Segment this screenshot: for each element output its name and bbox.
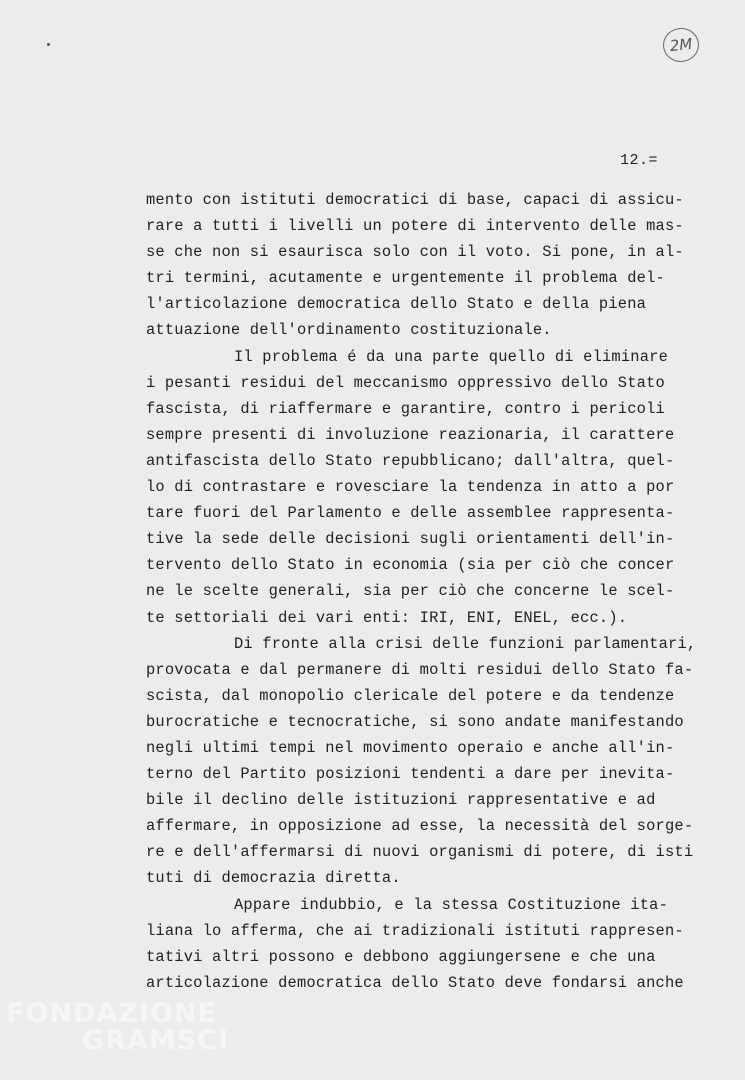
archive-stamp: 2M xyxy=(661,26,700,64)
text-line: tive la sede delle decisioni sugli orientamenti dell'in- xyxy=(146,530,675,549)
text-line: rare a tutti i livelli un potere di intervento delle mas- xyxy=(146,217,684,236)
text-line: tativi altri possono e debbono aggiungersene e che una xyxy=(146,947,656,966)
text-line: re e dell'affermarsi di nuovi organismi di potere, di isti xyxy=(146,843,694,862)
text-line: tri termini, acutamente e urgentemente il problema del- xyxy=(146,269,665,288)
text-line: scista, dal monopolio clericale del potere e da tendenze xyxy=(146,686,675,705)
text-line: negli ultimi tempi nel movimento operaio e anche all'in- xyxy=(146,738,675,757)
text-line: attuazione dell'ordinamento costituzionale. xyxy=(146,321,552,340)
text-line: tervento dello Stato in economia (sia per ciò che concer xyxy=(146,556,675,575)
text-line: Appare indubbio, e la stessa Costituzione ita- xyxy=(234,895,669,914)
ink-dot xyxy=(47,43,50,46)
text-line: tuti di democrazia diretta. xyxy=(146,869,401,888)
text-line: provocata e dal permanere di molti residui dello Stato fa- xyxy=(146,660,694,679)
body-text xyxy=(146,187,697,996)
text-line: articolazione democratica dello Stato deve fondarsi anche xyxy=(146,973,684,992)
text-line: i pesanti residui del meccanismo oppressivo dello Stato xyxy=(146,373,665,392)
text-line: antifascista dello Stato repubblicano; dall'altra, quel- xyxy=(146,451,675,470)
text-line: liana lo afferma, che ai tradizionali istituti rappresen- xyxy=(146,921,684,940)
text-line: bile il declino delle istituzioni rappresentative e ad xyxy=(146,791,656,810)
text-line: ne le scelte generali, sia per ciò che concerne le scel- xyxy=(146,582,675,601)
watermark-line-1: FONDAZIONE xyxy=(6,998,217,1029)
text-line: Il problema é da una parte quello di eliminare xyxy=(234,347,669,366)
text-line: mento con istituti democratici di base, capaci di assicu- xyxy=(146,191,684,209)
text-line: Di fronte alla crisi delle funzioni parlamentari, xyxy=(234,634,697,653)
text-line: se che non si esaurisca solo con il voto. Si pone, in al- xyxy=(146,243,684,262)
watermark xyxy=(6,1000,229,1054)
text-line: l'articolazione democratica dello Stato e della piena xyxy=(146,295,647,314)
text-line: te settoriali dei vari enti: IRI, ENI, ENEL, ecc.). xyxy=(146,608,628,627)
text-line: terno del Partito posizioni tendenti a dare per inevita- xyxy=(146,765,675,784)
text-line: tare fuori del Parlamento e delle assemblee rappresenta- xyxy=(146,504,675,523)
text-line: lo di contrastare e rovesciare la tendenza in atto a por xyxy=(146,478,675,497)
page-number: 12.= xyxy=(620,152,659,169)
text-line: sempre presenti di involuzione reazionaria, il carattere xyxy=(146,425,675,444)
text-line: affermare, in opposizione ad esse, la necessità del sorge- xyxy=(146,817,694,836)
text-line: fascista, di riaffermare e garantire, contro i pericoli xyxy=(146,399,665,418)
text-line: burocratiche e tecnocratiche, si sono andate manifestando xyxy=(146,712,684,731)
watermark-line-2: GRAMSCI xyxy=(82,1025,230,1056)
